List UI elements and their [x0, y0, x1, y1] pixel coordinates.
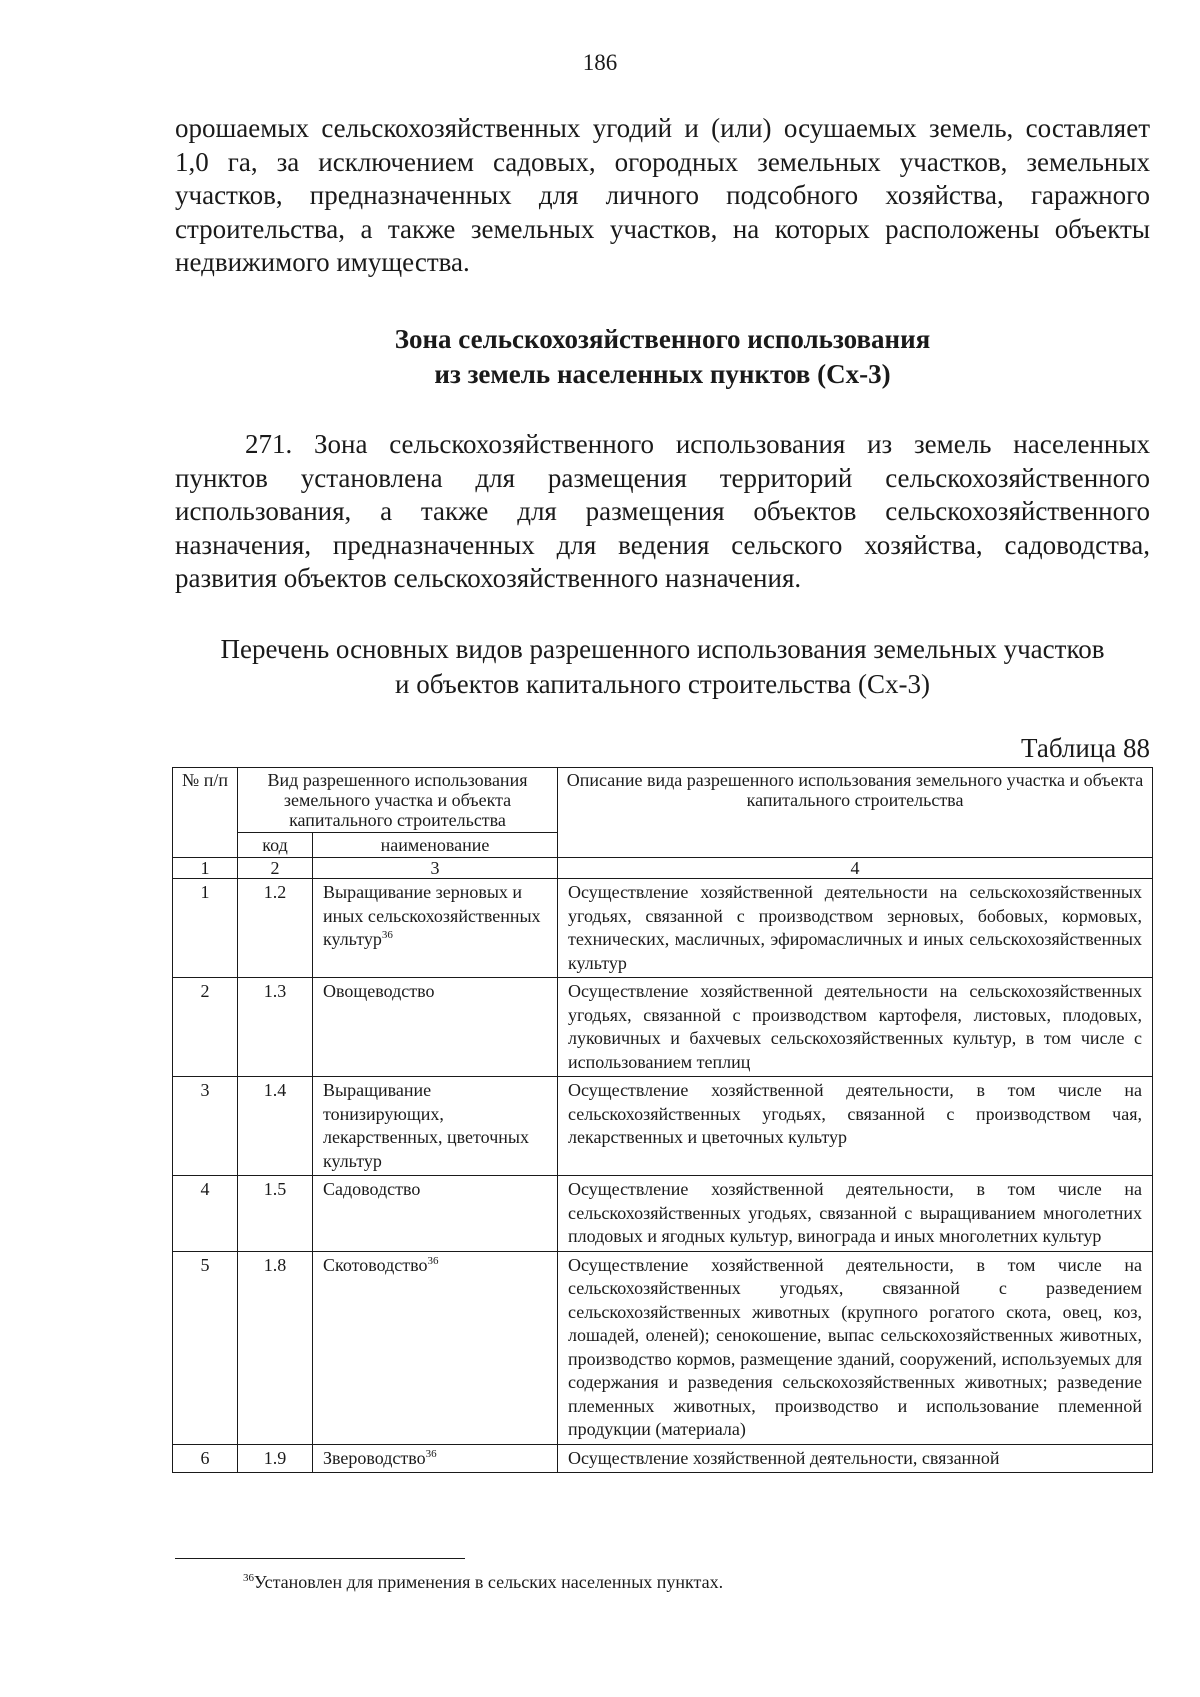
- table-row: [173, 978, 1153, 1077]
- paragraph-271: 271. Зона сельскохозяйственного использования из земель населенных пунктов установлена для размещения территорий сельскохозяйственного использования, а также для размещения объектов сельскохозяйственного назначения, предназначенных для ведения сельского хозяйства, садоводства, развития объектов сельскохозяйственного назначения.: [175, 429, 1150, 593]
- row-number: 6: [173, 1444, 238, 1473]
- footnote-ref: 36: [425, 1447, 437, 1460]
- page-number: 186: [582, 50, 618, 75]
- row-name-text: Скотоводство: [323, 1254, 428, 1275]
- table-row: [173, 1251, 1153, 1444]
- row-name-text: Овощеводство: [323, 981, 435, 1001]
- column-number: 3: [313, 858, 558, 879]
- row-code: 1.9: [238, 1444, 313, 1473]
- row-name: [313, 978, 558, 1077]
- header-name: наименование: [313, 833, 558, 858]
- column-number: 1: [173, 858, 238, 879]
- row-name-text: Выращивание тонизирующих, лекарственных, цветочных культур: [323, 1080, 529, 1171]
- row-code: 1.4: [238, 1077, 313, 1176]
- table-body: [173, 858, 1153, 1473]
- footnote-ref: 36: [427, 1254, 439, 1267]
- header-description: Описание вида разрешенного использования земельного участка и объекта капитального строительства: [558, 768, 1153, 858]
- row-name: [313, 1077, 558, 1176]
- header-kind: Вид разрешенного использования земельного участка и объекта капитального строительства: [238, 768, 558, 833]
- table-row: [173, 1176, 1153, 1252]
- row-code: 1.8: [238, 1251, 313, 1444]
- row-number: 3: [173, 1077, 238, 1176]
- column-number-row: [173, 858, 1153, 879]
- row-name-text: Садоводство: [323, 1179, 421, 1199]
- permitted-use-table: [172, 767, 1153, 1473]
- table-row: [173, 1077, 1153, 1176]
- list-title: [175, 632, 1150, 702]
- row-code: 1.5: [238, 1176, 313, 1252]
- zone-heading: [175, 322, 1150, 392]
- column-number: 2: [238, 858, 313, 879]
- row-number: 1: [173, 879, 238, 978]
- row-name: [313, 1444, 558, 1473]
- table-row: [173, 879, 1153, 978]
- row-code: 1.2: [238, 879, 313, 978]
- paragraph-continued: орошаемых сельскохозяйственных угодий и (или) осушаемых земель, составляет 1,0 га, за исключением садовых, огородных земельных участков, земельных участков, предназначенных для личного подсобного хозяйства, гаражного строительства, а также земельных участков, на которых расположены объекты недвижимого имущества.: [175, 113, 1150, 277]
- footnote-rule: [175, 1558, 465, 1559]
- column-number: 4: [558, 858, 1153, 879]
- table-caption: Таблица 88: [1021, 733, 1150, 763]
- row-description: Осуществление хозяйственной деятельности на сельскохозяйственных угодьях, связанной с производством картофеля, листовых, плодовых, луковичных и бахчевых сельскохозяйственных культур, в том числе с использованием теплиц: [558, 978, 1153, 1077]
- row-name-text: Выращивание зерновых и иных сельскохозяйственных культур: [323, 882, 541, 949]
- table-row: [173, 1444, 1153, 1473]
- row-code: 1.3: [238, 978, 313, 1077]
- footnote-text: Установлен для применения в сельских населенных пунктах.: [254, 1572, 724, 1592]
- header-num: № п/п: [173, 768, 238, 858]
- row-name: [313, 1176, 558, 1252]
- row-number: 5: [173, 1251, 238, 1444]
- row-name: [313, 879, 558, 978]
- list-title-line-1: Перечень основных видов разрешенного использования земельных участков: [220, 634, 1105, 664]
- row-number: 2: [173, 978, 238, 1077]
- row-description: Осуществление хозяйственной деятельности, в том числе на сельскохозяйственных угодьях, связанной с производством чая, лекарственных и цветочных культур: [558, 1077, 1153, 1176]
- row-name-text: Звероводство: [323, 1447, 426, 1468]
- zone-heading-line-2: из земель населенных пунктов (Сх-3): [434, 359, 891, 389]
- row-description: Осуществление хозяйственной деятельности, связанной: [558, 1444, 1153, 1473]
- row-description: Осуществление хозяйственной деятельности на сельскохозяйственных угодьях, связанной с производством зерновых, бобовых, кормовых, технических, масличных, эфиромасличных и иных сельскохозяйственных культур: [558, 879, 1153, 978]
- footnote-mark: 36: [243, 1572, 254, 1584]
- zone-heading-line-1: Зона сельскохозяйственного использования: [394, 324, 931, 354]
- row-name: [313, 1251, 558, 1444]
- row-number: 4: [173, 1176, 238, 1252]
- footnote-ref: 36: [381, 929, 393, 941]
- list-title-line-2: и объектов капитального строительства (Сх-3): [395, 669, 930, 699]
- row-description: Осуществление хозяйственной деятельности, в том числе на сельскохозяйственных угодьях, связанной с разведением сельскохозяйственных животных (крупного рогатого скота, овец, коз, лошадей, оленей); сенокошение, выпас сельскохозяйственных животных, производство кормов, размещение зданий, сооружений, используемых для содержания и разведения сельскохозяйственных животных; разведение племенных животных, производство и использование племенной продукции (материала): [558, 1251, 1153, 1444]
- row-description: Осуществление хозяйственной деятельности, в том числе на сельскохозяйственных угодьях, связанной с выращиванием многолетних плодовых и ягодных культур, винограда и иных многолетних культур: [558, 1176, 1153, 1252]
- footnote: [243, 1570, 723, 1594]
- header-code: код: [238, 833, 313, 858]
